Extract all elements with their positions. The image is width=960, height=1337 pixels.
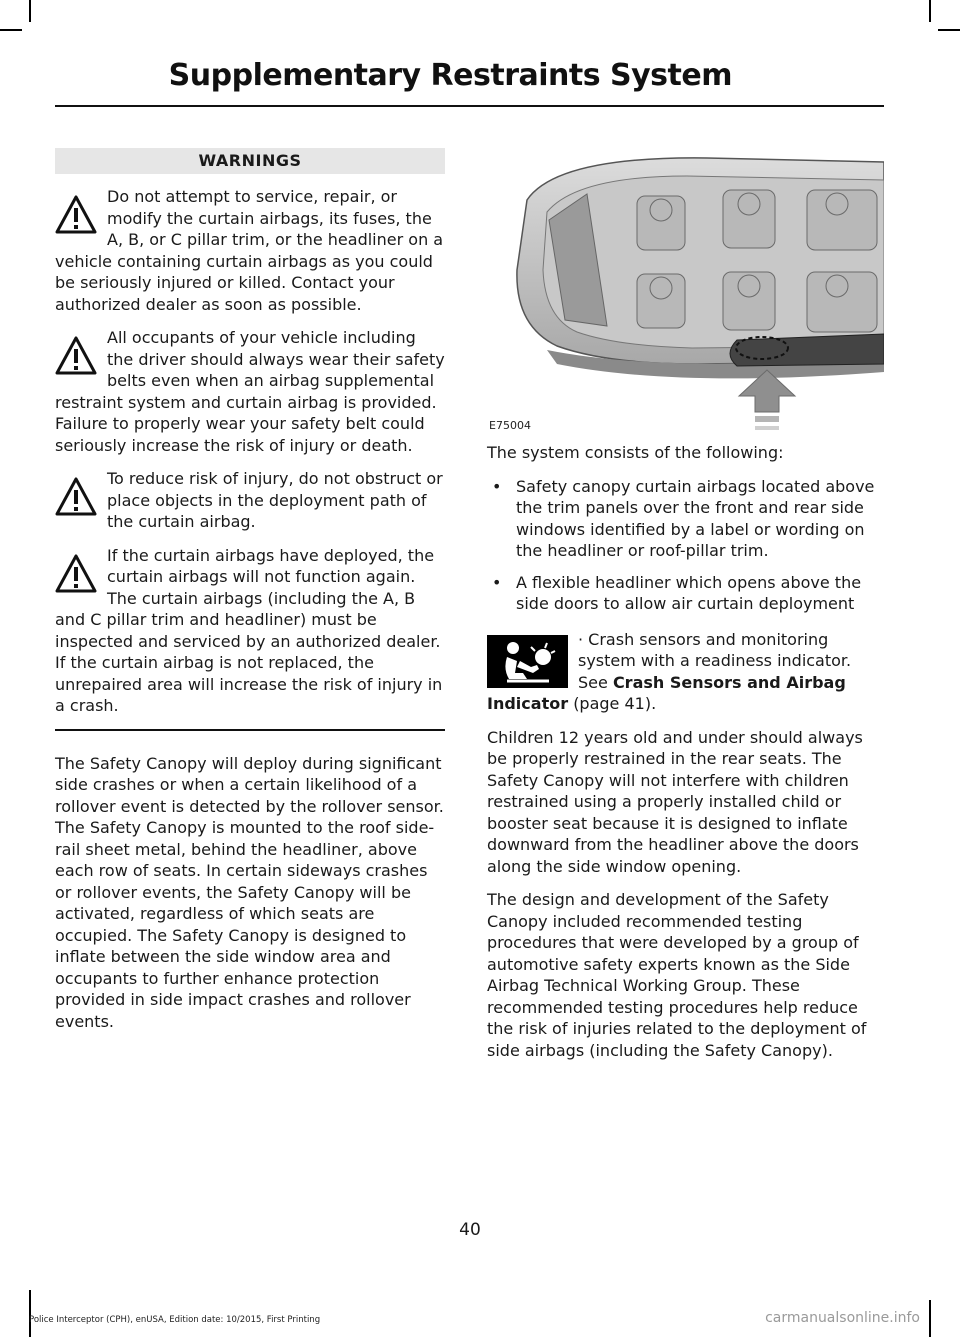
list-item-text: Safety canopy curtain airbags located above the trim panels over the front and rear side windows identified by a label or wording on the headliner or roof-pillar trim.: [516, 476, 875, 560]
warning-text: Do not attempt to service, repair, or modify the curtain airbags, its fuses, the A, B, or C pillar trim, or the headliner on a vehicle containing curtain airbags as you could be seriously injured or killed. Contact your authorized dealer as soon as possible.: [55, 187, 444, 314]
airbag-indicator-icon: [487, 635, 568, 688]
warning-item: [55, 468, 445, 533]
warnings-heading: WARNINGS: [55, 148, 445, 174]
right-column: [487, 150, 884, 1073]
left-column: [55, 148, 445, 1044]
warning-text: If the curtain airbags have deployed, the curtain airbags will not function again. The curtain airbags (including the A, B and C pillar trim and headliner) must be inspected and serviced by an authorized dealer. If the curtain airbag is not replaced, the unrepaired area will increase the risk of injury in a crash.: [55, 545, 443, 715]
bullet-symbol: •: [492, 572, 502, 592]
crop-mark: [929, 0, 931, 22]
warning-item: [55, 545, 445, 717]
vehicle-curtain-airbag-icon: [487, 150, 884, 434]
watermark: carmanualsonline.info: [765, 1310, 920, 1326]
body-paragraph: Children 12 years old and under should always be properly restrained in the rear seats. The Safety Canopy will not interfere with children restrained using a properly installed child or booster seat because it is designed to inflate downward from the headliner above the doors along the side window opening.: [487, 727, 863, 876]
warning-triangle-icon: [55, 194, 97, 236]
list-item: [487, 572, 884, 615]
crash-sensor-block: [487, 629, 884, 715]
crop-mark: [29, 1290, 31, 1337]
crash-sensor-page-ref: (page 41).: [573, 694, 657, 713]
list-item-text: A flexible headliner which opens above the side doors to allow air curtain deployment: [516, 572, 862, 613]
crash-sensor-text: · Crash sensors and monitoring system with a readiness indicator. See: [578, 629, 852, 692]
warning-triangle-icon: [55, 476, 97, 518]
figure-label: E75004: [489, 419, 531, 432]
bullet-symbol: •: [492, 476, 502, 496]
system-intro: The system consists of the following:: [487, 443, 784, 462]
crash-sensor-link[interactable]: Crash Sensors and Airbag Indicator: [487, 672, 846, 713]
body-paragraph: The design and development of the Safety Canopy included recommended testing procedures that were developed by a group of automotive safety experts known as the Side Airbag Technical Working Group. These recommended testing procedures help reduce the risk of injuries related to the deployment of side airbags (including the Safety Canopy).: [487, 890, 867, 1060]
warning-text: All occupants of your vehicle including the driver should always wear their safety belts even when an airbag supplemental restraint system and curtain airbag is provided. Failure to properly wear your safety belt could seriously increase the risk of injury or death.: [55, 328, 445, 455]
warning-item: [55, 327, 445, 456]
list-item: [487, 476, 884, 562]
footer-edition: Police Interceptor (CPH), enUSA, Edition date: 10/2015, First Printing: [29, 1315, 321, 1325]
warning-text: To reduce risk of injury, do not obstruct or place objects in the deployment path of the curtain airbag.: [107, 469, 443, 531]
body-paragraph: The Safety Canopy will deploy during significant side crashes or when a certain likelihood of a rollover event is detected by the rollover sensor. The Safety Canopy is mounted to the roof side-rail sheet metal, behind the headliner, above each row of seats. In certain sideways crashes or rollover events, the Safety Canopy will be activated, regardless of which seats are occupied. The Safety Canopy is designed to inflate between the side window area and occupants to further enhance protection provided in side impact crashes and rollover events.: [55, 753, 444, 1031]
vehicle-illustration: [487, 150, 884, 434]
crop-mark: [29, 0, 31, 22]
warnings-end-rule: [55, 729, 445, 731]
warning-triangle-icon: [55, 553, 97, 595]
page-header-title: Supplementary Restraints System: [168, 58, 732, 93]
header-rule: [55, 105, 884, 107]
warning-item: [55, 186, 445, 315]
page-number: 40: [459, 1220, 481, 1240]
warning-triangle-icon: [55, 335, 97, 377]
crop-mark: [0, 29, 22, 31]
crop-mark: [929, 1300, 931, 1337]
crop-mark: [938, 29, 960, 31]
